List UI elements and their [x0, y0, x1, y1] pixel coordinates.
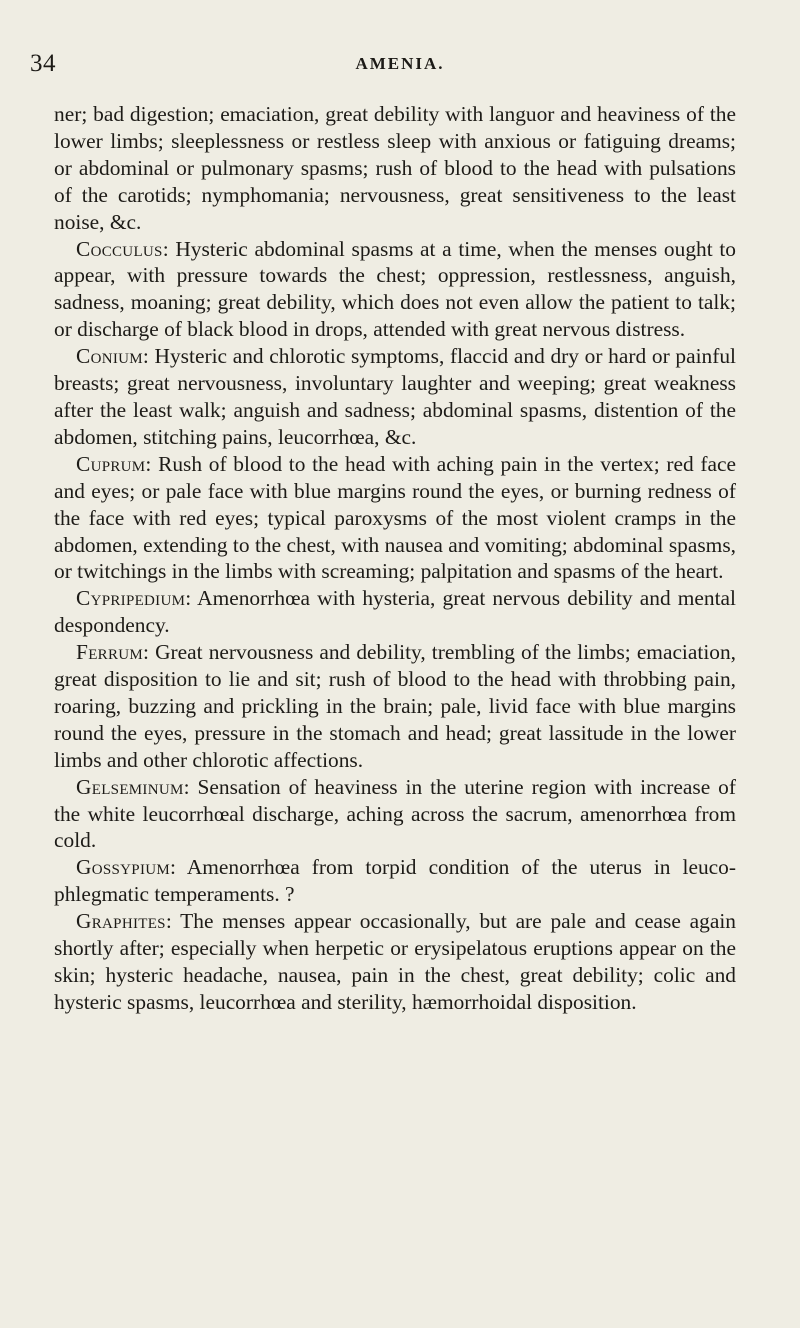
- paragraph-cocculus: [54, 236, 736, 344]
- remedy-name: Cocculus: [76, 236, 163, 261]
- paragraph-cuprum: [54, 451, 736, 586]
- paragraph-text: : The menses appear occasionally, but are pale and cease again shortly after; especially when herpetic or erysipelatous eruptions appear on the skin; hysteric headache, nausea, pain in the chest, great debility; colic and hysteric spasms, leucorrhœa and sterility, hæmorrhoidal disposition.: [54, 909, 736, 1014]
- paragraph-text: : Hysteric abdominal spasms at a time, when the menses ought to appear, with pressure towards the chest; oppression, restlessness, anguish, sadness, moaning; great debility, which does not even allow the patient to talk; or discharge of black blood in drops, attended with great nervous distress.: [54, 236, 736, 342]
- remedy-name: Gossypium: [76, 855, 171, 880]
- paragraph-text: : Amenorrhœa with hysteria, great nervous debility and mental despondency.: [54, 586, 736, 638]
- page-number: 34: [30, 50, 56, 77]
- remedy-name: Graphites: [76, 909, 166, 934]
- paragraph-text: ner; bad digestion; emaciation, great debility with languor and heaviness of the lower limbs; sleeplessness or restless sleep with anxious or fatiguing dreams; or abdominal or pulmonary spasms; rush of blood to the head with pulsations of the carotids; nymphomania; nervousness, great sensitiveness to the least noise, &c.: [54, 102, 736, 234]
- paragraph-gelseminum: [54, 774, 736, 855]
- remedy-name: Conium: [76, 344, 143, 369]
- paragraph-ferrum: [54, 639, 736, 774]
- paragraph-text: : Great nervousness and debility, trembling of the limbs; emaciation, great disposition to lie and sit; rush of blood to the head with throbbing pain, roaring, buzzing and prickling in the brain; pale, livid face with blue margins round the eyes, pressure in the stomach and head; great lassitude in the lower limbs and other chlorotic affections.: [54, 640, 736, 772]
- paragraph-graphites: [54, 908, 736, 1016]
- remedy-name: Cypripedium: [76, 586, 186, 611]
- paragraph-text: : Amenorrhœa from torpid condition of the uterus in leuco-phlegmatic temperaments. ?: [54, 855, 736, 907]
- paragraph-conium: [54, 343, 736, 451]
- running-title: AMENIA.: [355, 54, 445, 73]
- paragraph-cypripedium: [54, 585, 736, 639]
- paragraph-text: : Rush of blood to the head with aching pain in the vertex; red face and eyes; or pale face with blue margins round the eyes, or burning redness of the face with red eyes; typical paroxysms of the most violent cramps in the abdomen, extending to the chest, with nausea and vomiting; abdominal spasms, or twitchings in the limbs with screaming; palpitation and spasms of the heart.: [54, 451, 736, 584]
- paragraph-gossypium: [54, 854, 736, 908]
- paragraph-continuation: [54, 101, 736, 236]
- paragraph-text: : Sensation of heaviness in the uterine region with increase of the white leucorrhœal discharge, aching across the sacrum, amenorrhœa from cold.: [54, 774, 736, 853]
- paragraph-text: : Hysteric and chlorotic symptoms, flaccid and dry or hard or painful breasts; great nervousness, involuntary laughter and weeping; great weakness after the least walk; anguish and sadness; abdominal spasms, distention of the abdomen, stitching pains, leucorrhœa, &c.: [54, 344, 736, 449]
- remedy-name: Ferrum: [76, 640, 144, 665]
- remedy-name: Cuprum: [76, 451, 146, 476]
- body-text: [54, 101, 736, 1016]
- remedy-name: Gelseminum: [76, 774, 184, 799]
